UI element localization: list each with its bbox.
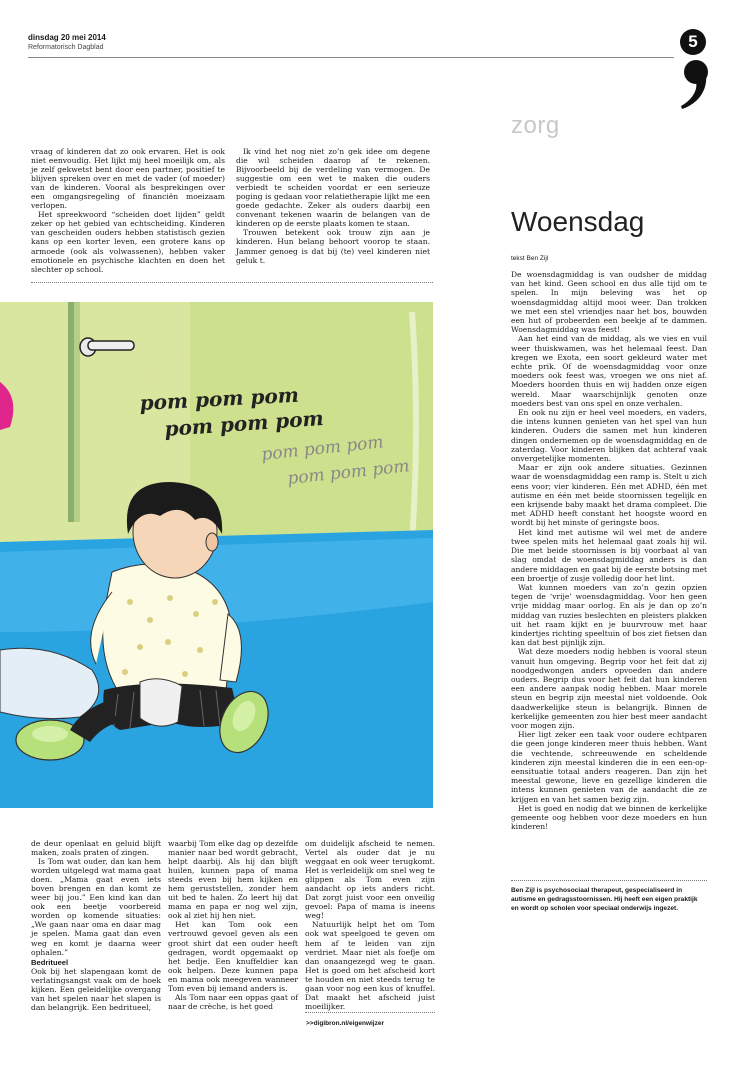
paragraph: Ik vind het nog niet zo’n gek idee om degene die wil scheiden daarop af te rekenen. Bijvoorbeeld bij de verdeling van vermogen. De suggestie om een wet te maken die ouders verbiedt te scheiden voordat er een serieuze poging is gedaan voor relatietherapie lijkt me een goede gedachte. Zeker als ouders daarbij een convenant tekenen waarin de belangen van de kinderen op de eerste plaats komen te staan. [236, 147, 430, 229]
bottom-column-2 [168, 839, 298, 1011]
section-label: zorg [511, 112, 560, 139]
paragraph: Het kan Tom ook een vertrouwd gevoel geven als een groot shirt dat een ouder heeft gedragen, wordt opgemaakt op het bedje. Een knuffeldier kan ook helpen. Deze kunnen papa en mama ook meegeven wanneer Tom even bij iemand anders is. [168, 920, 298, 993]
paragraph: Wat kunnen moeders van zo’n gezin opzien tegen de ‘vrije’ woensdagmiddag. Voor hen geen vrije middag maar oorlog. En als je dan op zo’n middag van ruzies beslechten en pleisters plakken uit het raam kijkt en je buurvrouw met haar kindertjes richting speeltuin of bos ziet fietsen dan kan dat best pijnlijk zijn. [511, 582, 707, 648]
digibron-link[interactable]: >>digibron.nl/eigenwijzer [306, 1020, 385, 1027]
paragraph: de deur openlaat en geluid blijft maken, zoals praten of zingen. [31, 839, 161, 858]
paragraph: Als Tom naar een oppas gaat of naar de crèche, is het goed [168, 992, 298, 1011]
paragraph: En ook nu zijn er heel veel moeders, en vaders, die intens kunnen genieten van het spel van hun kinderen. Ouders die samen met hun kinderen dingen ondernemen op de woensdagmiddag en de zaterdag. Voor kinderen blijken dat achteraf vaak onvergetelijke momenten. [511, 408, 707, 464]
article-title: Woensdag [511, 206, 645, 237]
paragraph: Aan het eind van de middag, als we vies en vuil weer thuiskwamen, was het helemaal feest. Dan kregen we Exota, een soort gekleurd water met echte prik. Of de woensdagmiddag voor onze moeders ook feest was, vroegen we ons niet af. Moeders hoorden thuis en wij hadden onze eigen wereld. Maar waarschijnlijk genoten onze moeders best van ons spel en onze verhalen. [511, 334, 707, 408]
child [103, 564, 232, 697]
paragraph: Wat deze moeders nodig hebben is vooral steun vanuit hun omgeving. Begrip voor het feit dat zij noodgedwongen anders opvoeden dan andere ouders. Begrip dus voor het feit dat hun kinderen een andere aanpak nodig hebben. Maar morele steun en begrip zijn meestal niet voldoende. Ook daadwerkelijke steun is belangrijk. Binnen de kerkelijke gemeenten zou hier best meer aandacht voor mogen zijn. [511, 647, 707, 730]
header-divider [28, 57, 674, 58]
paragraph: De woensdagmiddag is van oudsher de middag van het kind. Geen school en dus alle tijd om te spelen. In mijn beleving was het op woensdagmiddag altijd mooi weer. Dan trokken we met een stel vriendjes naar het bos, bouwden een hut of probeerden een beekje af te dammen. Woensdagmiddag was feest! [511, 270, 707, 335]
paragraph: Maar er zijn ook andere situaties. Gezinnen waar de woensdagmiddag een ramp is. Stelt u zich eens voor; vier kinderen. Eén met ADHD, één met autisme en één met beide stoornissen tegelijk en een krijsende baby maakt het drama compleet. Die met ADHD heeft constant het hoogste woord en wordt bij het minste of geringste boos. [511, 463, 707, 528]
paragraph: Ook bij het slapengaan komt de verlatingsangst vaak om de hoek kijken. Een geleidelijke overgang van het spelen naar het slapen is dan belangrijk. Een bedritueel, [31, 966, 161, 1012]
bottom-column-1 [31, 839, 161, 1012]
bottom-column-3 [305, 839, 435, 1011]
paragraph: Het spreekwoord “scheiden doet lijden” geldt zeker op het gebied van echtscheiding. Kinderen van gescheiden ouders hebben statistisch gezien kans op een korter leven, een grotere kans op armoede (ook als volwassenen), hebben vaker emotionele en psychische klachten en doen het slechter op school. [31, 210, 225, 274]
byline: tekst Ben Zijl [511, 255, 549, 262]
sound-text-line: pom pom pom [163, 405, 325, 441]
paragraph: waarbij Tom elke dag op dezelfde manier naar bed wordt gebracht, helpt daarbij. Als hij dan blijft huilen, kunnen papa of mama steeds even bij hem kijken en hem geruststellen, zonder hem uit bed te halen. Zo leert hij dat mama en papa er nog wel zijn, ook al ziet hij hen niet. [168, 839, 298, 921]
author-bio: Ben Zijl is psychosociaal therapeut, gespecialiseerd in autisme en gedragsstoornissen. Hij heeft een eigen praktijk en wordt op scholen voor speciaal onderwijs ingezet. [511, 887, 698, 912]
paragraph: om duidelijk afscheid te nemen. Vertel als ouder dat je nu weggaat en ook weer terugkomt. Het is verleidelijk om snel weg te glippen als Tom even zijn aandacht op iets anders richt. Dat zorgt juist voor een onveilig gevoel: Papa of mama is ineens weg! [305, 839, 435, 921]
article-body [511, 270, 707, 831]
dotted-divider [31, 282, 433, 283]
paragraph: Trouwen betekent ook trouw zijn aan je kinderen. Hun belang behoort voorop te staan. Jammer genoeg is dat bij (te) veel kinderen niet geluk t. [236, 228, 430, 265]
paragraph: Is Tom wat ouder, dan kan hem worden uitgelegd wat mama gaat doen. „Mama gaat even iets boven brengen en dan komt ze weer bij jou.” Een kind kan dan ook een beetje voorbereid worden op komende situaties: „We gaan naar oma en daar mag je spelen. Mama gaat dan even weg en komt je daarna weer ophalen.” [31, 857, 161, 957]
comma-logo-icon [678, 58, 714, 110]
publication-date: dinsdag 20 mei 2014 [28, 33, 106, 42]
dotted-divider [511, 880, 707, 881]
paragraph: vraag of kinderen dat zo ook ervaren. Het is ook niet eenvoudig. Het lijkt mij heel moeilijk om, als je zelf gekwetst bent door een partner, positief te blijven spreken over en met de vader (of moeder) van de kinderen. Vooral als besprekingen over een omgangsregeling of financiën moeizaam verlopen. [31, 147, 225, 211]
paragraph: Hier ligt zeker een taak voor oudere echtparen die geen jonge kinderen meer thuis hebben. Want die vechtende, schreeuwende en scheldende kinderen zijn meestal kinderen die in een een-op-eensituatie totaal anders reageren. Dan zijn het meestal gewone, lieve en gezellige kinderen die intens kunnen genieten van de aandacht die ze krijgen en van het samen bezig zijn. [511, 730, 707, 804]
sound-text-line: pom pom pom [286, 456, 411, 489]
top-column-right [236, 147, 430, 265]
music-note-icon: ♪ [150, 367, 161, 386]
paragraph: Natuurlijk helpt het om Tom ook wat speelgoed te geven om hem af te leiden van zijn verdriet. Maar niet als foefje om dan onaangezegd weg te gaan. Het is goed om het afscheid kort te houden en niet steeds terug te gaan voor nog een kus of knuffel. Dat maakt het afscheid juist moeilijker. [305, 920, 435, 1011]
paragraph: Het is goed en nodig dat we binnen de kerkelijke gemeente oog hebben voor deze moeders en hun kinderen! [511, 803, 707, 832]
sound-text-line: pom pom pom [260, 432, 385, 465]
music-note-icon: ♪ [178, 349, 189, 368]
subheading: Bedritueel [31, 957, 69, 967]
sound-text-line: pom pom pom [139, 382, 300, 415]
illustration [0, 302, 433, 808]
dotted-divider [305, 1012, 435, 1013]
top-column-left [31, 147, 225, 274]
newspaper-name: Reformatorisch Dagblad [28, 44, 104, 51]
page-number: 5 [680, 29, 706, 55]
paragraph: Het kind met autisme wil wel met de andere twee spelen mits het helemaal gaat zoals hij wil. Die met beide stoornissen is bij voorbaat al van slag omdat de woensdagmiddag anders is dan andere middagen en gaat bij de eerste botsing met een broertje of zusje volledig door het lint. [511, 527, 707, 583]
